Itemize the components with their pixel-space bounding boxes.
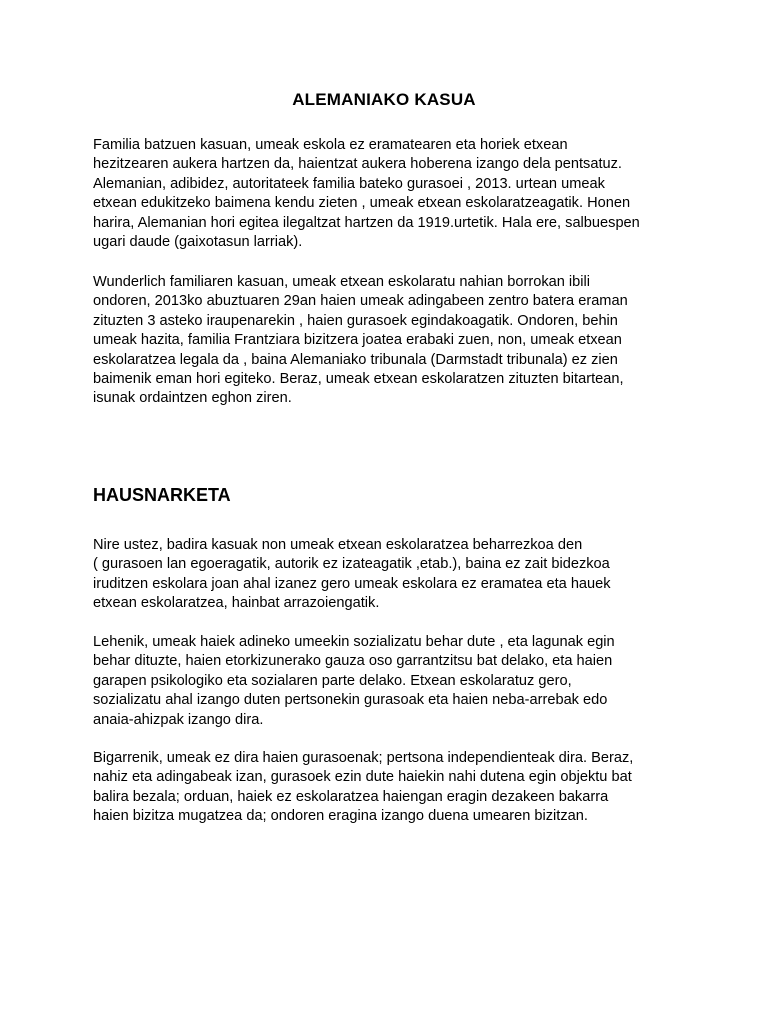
text-line: isunak ordaintzen eghon ziren.	[93, 390, 292, 407]
text-line: Familia batzuen kasuan, umeak eskola ez eramatearen eta horiek etxean	[93, 137, 568, 153]
text-line: garapen psikologiko eta sozialaren parte delako. Etxean eskolaratuz gero,	[93, 672, 572, 689]
text-line: baimenik eman hori egiteko. Beraz, umeak etxean eskolaratzen zituzten bitartean,	[93, 371, 624, 388]
text-line: haien bizitza mugatzea da; ondoren eragina izango duena umearen bizitzan.	[93, 808, 588, 825]
text-line: zituzten 3 asteko iraupenarekin , haien gurasoek egindakoagatik. Ondoren, behin	[93, 312, 618, 329]
text-line: Lehenik, umeak haiek adineko umeekin sozializatu behar dute , eta lagunak egin	[93, 634, 615, 650]
paragraph-wunderlich	[93, 273, 693, 409]
text-line: ( gurasoen lan egoeragatik, autorik ez izateagatik ,etab.), baina ez zait bidezkoa	[93, 556, 610, 573]
text-line: anaia-ahizpak izango dira.	[93, 711, 264, 728]
text-line: etxean edukitzeko baimena kendu zieten , umeak etxean eskolaratzeagatik. Honen	[93, 195, 631, 212]
text-line: umeak hazita, familia Frantziara bizitzera joatea erabaki zuen, non, umeak etxean	[93, 332, 622, 349]
text-line: Alemanian, adibidez, autoritateek familia bateko gurasoei , 2013. urtean umeak	[93, 175, 605, 192]
text-line: Nire ustez, badira kasuak non umeak etxean eskolaratzea beharrezkoa den	[93, 537, 583, 553]
text-line: iruditzen eskolara joan ahal izanez gero umeak eskolara ez eramatea eta hauek	[93, 575, 611, 592]
text-line: ugari daude (gaixotasun larriak).	[93, 234, 303, 251]
paragraph-intro	[93, 136, 693, 252]
section-heading: HAUSNARKETA	[93, 485, 231, 505]
text-line: harira, Alemanian hori egitea ilegaltzat hartzen da 1919.urtetik. Hala ere, salbuespen	[93, 214, 640, 231]
paragraph-first-reason	[93, 633, 693, 730]
text-line: Bigarrenik, umeak ez dira haien gurasoenak; pertsona independienteak dira. Beraz,	[93, 750, 634, 766]
paragraph-opinion	[93, 536, 693, 614]
text-line: nahiz eta adingabeak izan, gurasoek ezin dute haiekin nahi dutena egin objektu bat	[93, 769, 632, 786]
text-line: behar dituzte, haien etorkizunerako gauza oso garrantzitsu bat delako, eta haien	[93, 653, 613, 670]
text-line: Wunderlich familiaren kasuan, umeak etxean eskolaratu nahian borrokan ibili	[93, 274, 591, 290]
text-line: ondoren, 2013ko abuztuaren 29an haien umeak adingabeen zentro batera eraman	[93, 293, 628, 310]
text-line: hezitzearen aukera hartzen da, haientzat aukera hoberena izango dela pentsatuz.	[93, 156, 622, 173]
text-line: eskolaratzea legala da , baina Alemaniako tribunala (Darmstadt tribunala) ez zien	[93, 351, 618, 368]
paragraph-second-reason	[93, 749, 693, 827]
document-title: ALEMANIAKO KASUA	[292, 90, 476, 109]
text-line: sozializatu ahal izango duten pertsonekin gurasoak eta haien neba-arrebak edo	[93, 692, 608, 709]
text-line: balira bezala; orduan, haiek ez eskolaratzea haiengan eragin dezakeen bakarra	[93, 788, 609, 805]
text-line: etxean eskolaratzea, hainbat arrazoiengatik.	[93, 595, 380, 612]
